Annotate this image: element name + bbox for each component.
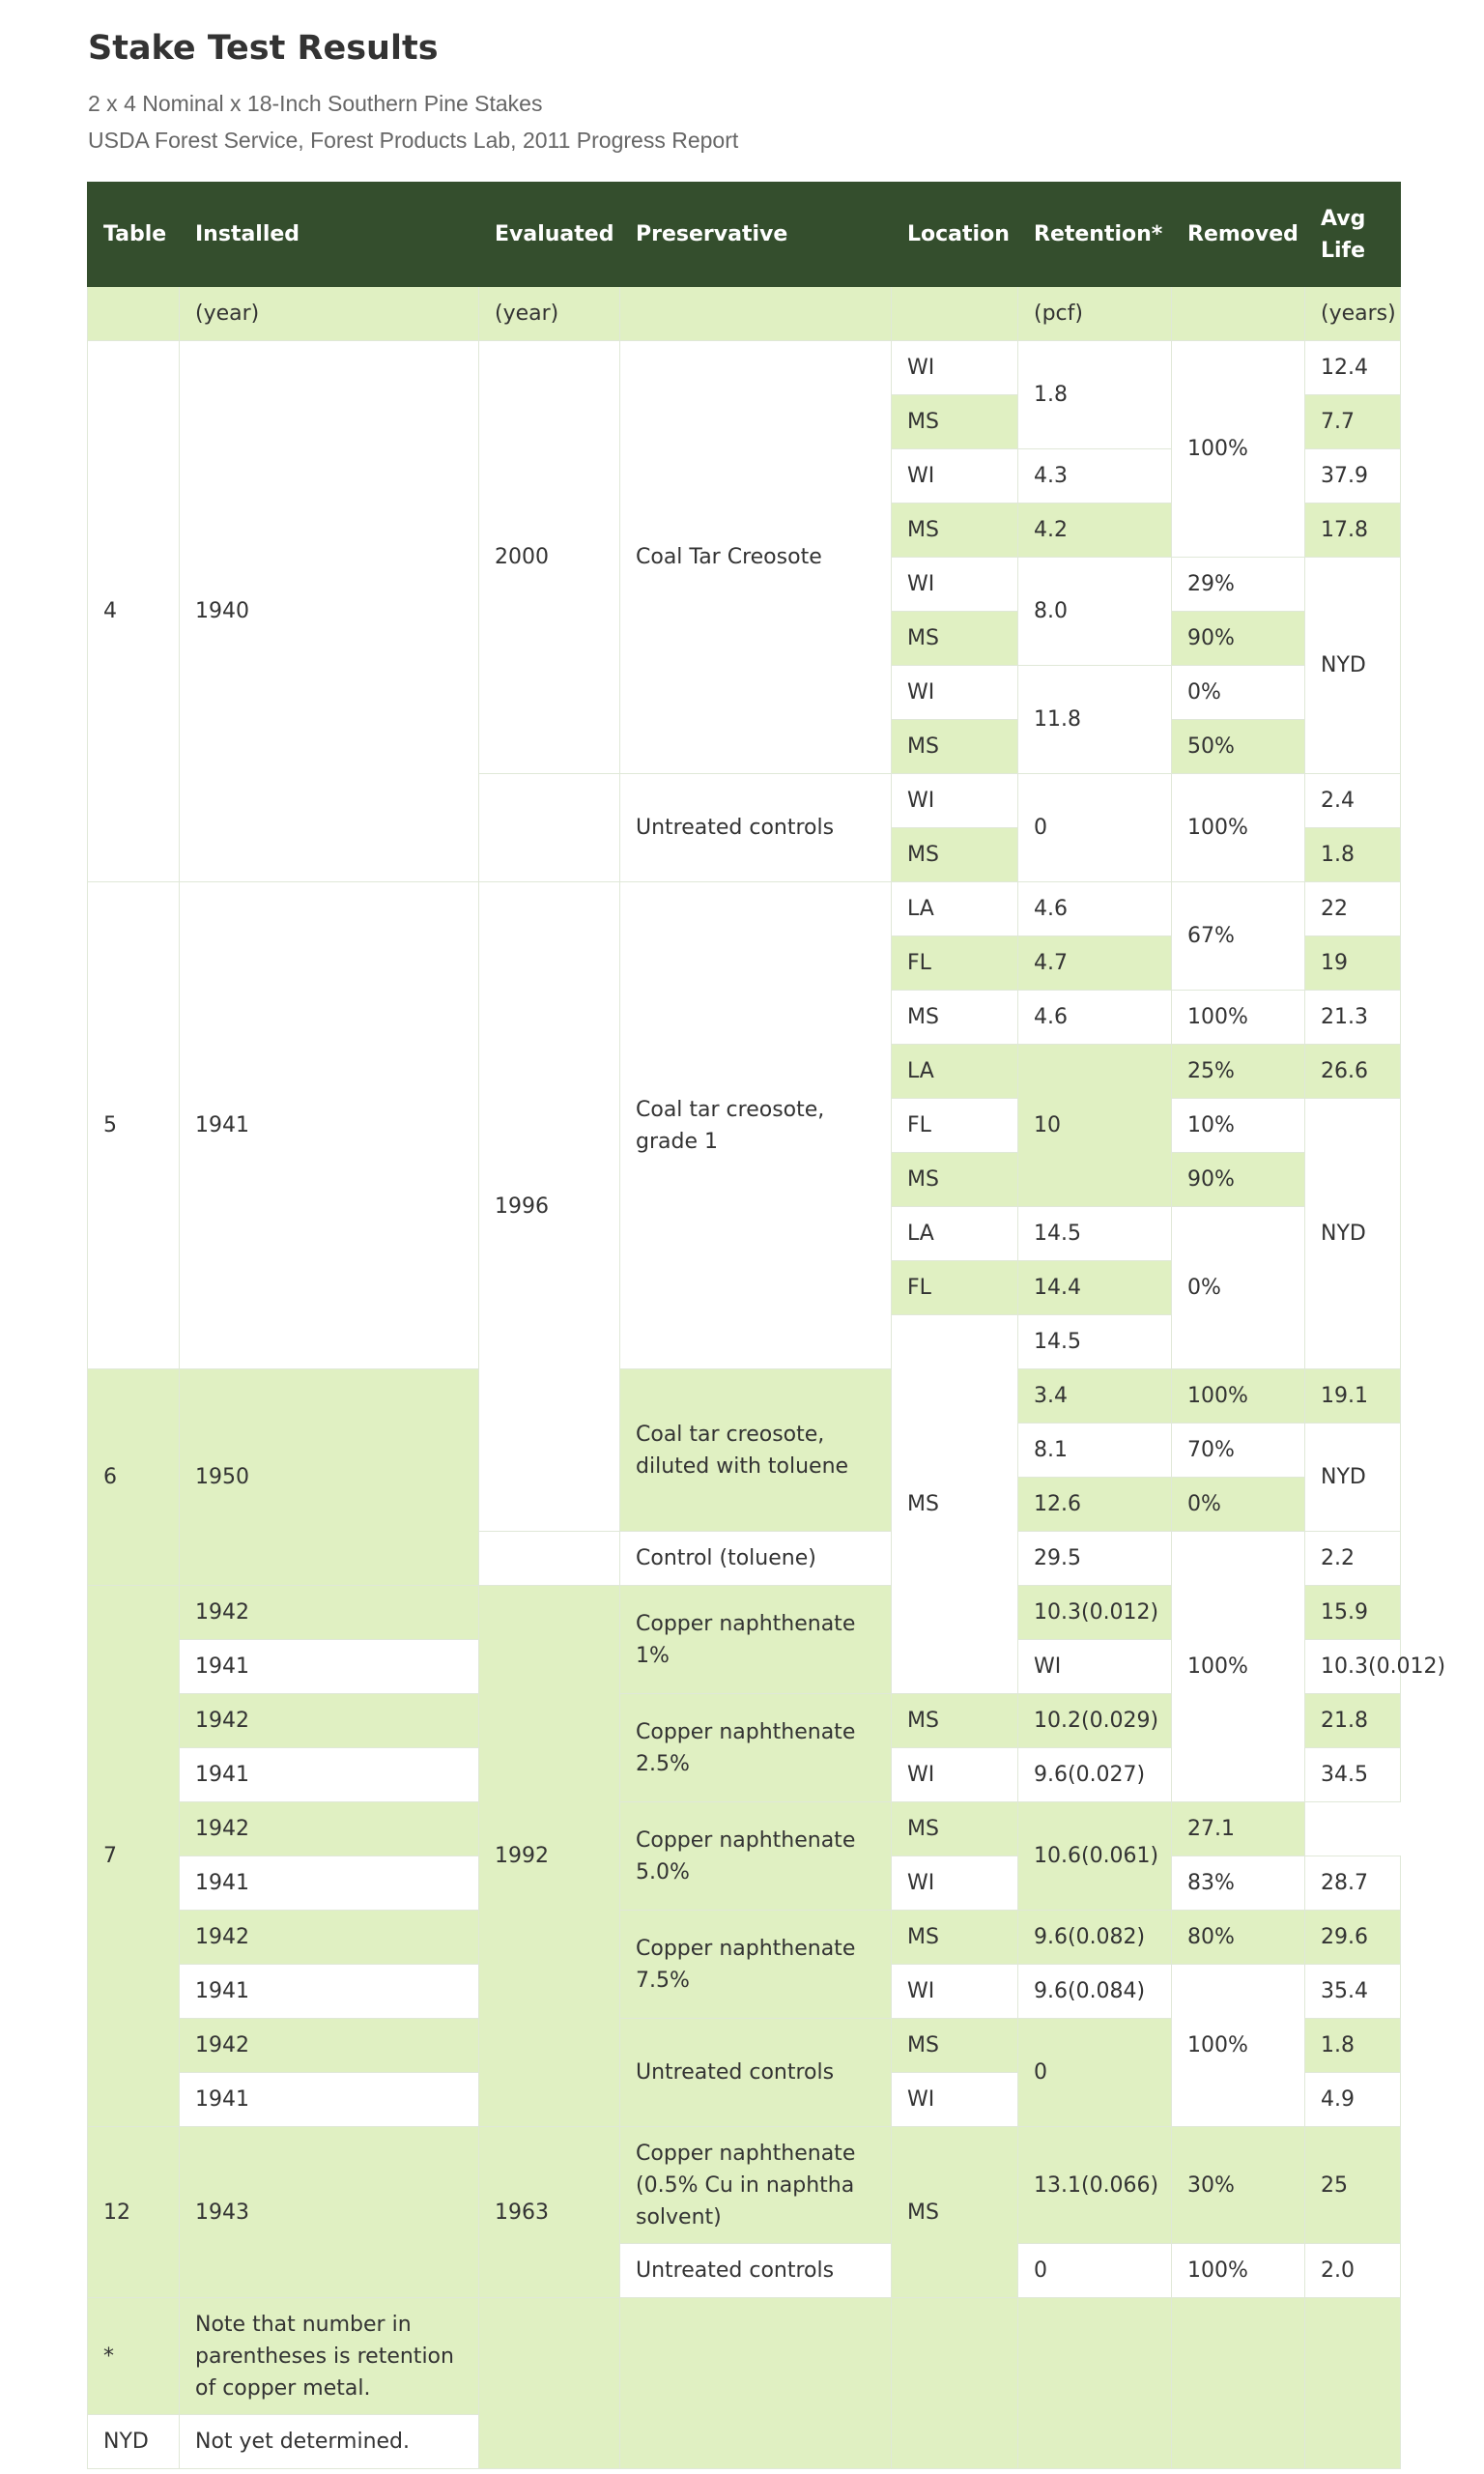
avg-life: 1.8 — [1305, 2019, 1401, 2073]
avg-life: 22 — [1305, 882, 1401, 936]
table-row — [88, 2127, 1401, 2244]
retention: 4.2 — [1018, 503, 1172, 558]
avg-life: NYD — [1305, 1424, 1401, 1532]
retention: 4.6 — [1018, 882, 1172, 936]
table-number: 12 — [88, 2127, 180, 2298]
retention: 9.6(0.027) — [1018, 1748, 1172, 1802]
table-number: 6 — [88, 1369, 180, 1586]
location: WI — [892, 2073, 1018, 2127]
location: MS — [892, 1694, 1018, 1748]
evaluated-year — [479, 1532, 620, 1586]
note-filler — [620, 2298, 892, 2469]
location: WI — [1018, 1640, 1172, 1694]
location: FL — [892, 1261, 1018, 1315]
evaluated-year: 1996 — [479, 882, 620, 1532]
note-filler — [892, 2298, 1018, 2469]
location: WI — [892, 666, 1018, 720]
retention: 3.4 — [1018, 1369, 1172, 1424]
location: MS — [892, 1911, 1018, 1965]
location: WI — [892, 1748, 1018, 1802]
removed: 100% — [1172, 1532, 1305, 1802]
avg-life: 2.4 — [1305, 774, 1401, 828]
location: MS — [892, 503, 1018, 558]
location: MS — [892, 612, 1018, 666]
location: WI — [892, 1965, 1018, 2019]
note-filler — [1305, 2298, 1401, 2469]
avg-life: NYD — [1305, 1099, 1401, 1369]
retention: 0 — [1018, 774, 1172, 882]
avg-life: 2.0 — [1305, 2244, 1401, 2298]
avg-life: 21.3 — [1305, 991, 1401, 1045]
removed: 100% — [1172, 1965, 1305, 2127]
retention: 14.5 — [1018, 1315, 1172, 1369]
retention: 0 — [1018, 2244, 1172, 2298]
installed-year: 1942 — [180, 2019, 479, 2073]
preservative: Untreated controls — [620, 2244, 892, 2298]
location: FL — [892, 1099, 1018, 1153]
table-number: 4 — [88, 341, 180, 882]
evaluated-year: 1963 — [479, 2127, 620, 2298]
retention: 14.4 — [1018, 1261, 1172, 1315]
location: FL — [892, 936, 1018, 991]
installed-year: 1941 — [180, 1965, 479, 2019]
removed: 0% — [1172, 1478, 1305, 1532]
location: LA — [892, 1045, 1018, 1099]
location: LA — [892, 1207, 1018, 1261]
note-filler — [479, 2298, 620, 2469]
unit-cell: (year) — [180, 287, 479, 341]
retention: 29.5 — [1018, 1532, 1172, 1586]
removed: 70% — [1172, 1424, 1305, 1478]
col-header-installed: Installed — [180, 183, 479, 287]
removed: 0% — [1172, 1207, 1305, 1369]
removed: 100% — [1172, 1369, 1305, 1424]
removed: 80% — [1172, 1911, 1305, 1965]
avg-life: 4.9 — [1305, 2073, 1401, 2127]
note-text: Note that number in parentheses is retention of copper metal. — [180, 2298, 479, 2415]
location: WI — [892, 774, 1018, 828]
unit-cell — [620, 287, 892, 341]
results-table — [87, 182, 1446, 2469]
retention: 4.6 — [1018, 991, 1172, 1045]
table-number: 7 — [88, 1586, 180, 2127]
note-key: * — [88, 2298, 180, 2415]
installed-year: 1950 — [180, 1369, 479, 1586]
unit-cell: (pcf) — [1018, 287, 1172, 341]
subtitle-source: USDA Forest Service, Forest Products Lab, 2011 Progress Report — [88, 128, 739, 153]
col-header-evaluated: Evaluated — [479, 183, 620, 287]
unit-cell: (year) — [479, 287, 620, 341]
installed-year: 1941 — [180, 882, 479, 1369]
note-key: NYD — [88, 2415, 180, 2469]
avg-life: 1.8 — [1305, 828, 1401, 882]
retention: 12.6 — [1018, 1478, 1172, 1532]
subtitle-specimen: 2 x 4 Nominal x 18-Inch Southern Pine Stakes — [88, 91, 543, 116]
retention: 13.1(0.066) — [1018, 2127, 1172, 2244]
note-row — [88, 2298, 1401, 2415]
removed: 30% — [1172, 2127, 1305, 2244]
retention: 4.3 — [1018, 449, 1172, 503]
avg-life: 15.9 — [1305, 1586, 1401, 1640]
evaluated-year: 1992 — [479, 1586, 620, 2127]
installed-year: 1941 — [180, 1640, 479, 1694]
installed-year: 1940 — [180, 341, 479, 882]
avg-life: 12.4 — [1305, 341, 1401, 395]
table-row — [88, 1802, 1401, 1856]
note-filler — [1172, 2298, 1305, 2469]
location: WI — [892, 558, 1018, 612]
page-title: Stake Test Results — [88, 29, 439, 68]
table-row — [88, 341, 1401, 395]
preservative: Coal tar creosote, diluted with toluene — [620, 1369, 892, 1532]
results-table-wrapper — [87, 182, 1446, 2469]
removed: 67% — [1172, 882, 1305, 991]
removed: 100% — [1172, 774, 1305, 882]
retention: 14.5 — [1018, 1207, 1172, 1261]
avg-life: 19 — [1305, 936, 1401, 991]
installed-year: 1941 — [180, 1856, 479, 1911]
location: MS — [892, 720, 1018, 774]
installed-year: 1942 — [180, 1911, 479, 1965]
retention: 8.1 — [1018, 1424, 1172, 1478]
avg-life: 34.5 — [1305, 1748, 1401, 1802]
avg-life: 19.1 — [1305, 1369, 1401, 1424]
table-row — [88, 1369, 1401, 1424]
removed: 100% — [1172, 991, 1305, 1045]
col-header-table: Table — [88, 183, 180, 287]
removed: 90% — [1172, 1153, 1305, 1207]
avg-life: 29.6 — [1305, 1911, 1401, 1965]
preservative: Untreated controls — [620, 2019, 892, 2127]
header-row — [88, 183, 1401, 287]
location: WI — [892, 341, 1018, 395]
preservative: Copper naphthenate 1% — [620, 1586, 892, 1694]
removed: 100% — [1172, 341, 1305, 558]
retention: 11.8 — [1018, 666, 1172, 774]
avg-life: 21.8 — [1305, 1694, 1401, 1748]
preservative: Copper naphthenate 5.0% — [620, 1802, 892, 1911]
avg-life: 26.6 — [1305, 1045, 1401, 1099]
retention: 10.2(0.029) — [1018, 1694, 1172, 1748]
retention: 1.8 — [1018, 341, 1172, 449]
col-header-removed: Removed — [1172, 183, 1305, 287]
removed: 10% — [1172, 1099, 1305, 1153]
retention: 10 — [1018, 1045, 1172, 1207]
removed: 100% — [1172, 2244, 1305, 2298]
installed-year: 1943 — [180, 2127, 479, 2298]
col-header-retention: Retention* — [1018, 183, 1172, 287]
evaluated-year — [479, 774, 620, 882]
location: MS — [892, 2019, 1018, 2073]
preservative: Copper naphthenate 7.5% — [620, 1911, 892, 2019]
units-row — [88, 287, 1401, 341]
note-filler — [1018, 2298, 1172, 2469]
avg-life: 7.7 — [1305, 395, 1401, 449]
installed-year: 1941 — [180, 1748, 479, 1802]
preservative: Coal Tar Creosote — [620, 341, 892, 774]
removed: 25% — [1172, 1045, 1305, 1099]
unit-cell — [892, 287, 1018, 341]
unit-cell: (years) — [1305, 287, 1401, 341]
table-row — [88, 1911, 1401, 1965]
removed: 83% — [1172, 1856, 1305, 1911]
location: MS — [892, 1153, 1018, 1207]
avg-life: 27.1 — [1172, 1802, 1305, 1856]
col-header-preservative: Preservative — [620, 183, 892, 287]
location: MS — [892, 395, 1018, 449]
unit-cell — [1172, 287, 1305, 341]
installed-year: 1942 — [180, 1586, 479, 1640]
retention: 0 — [1018, 2019, 1172, 2127]
retention: 10.3(0.012) — [1305, 1640, 1401, 1694]
table-number: 5 — [88, 882, 180, 1369]
removed: 29% — [1172, 558, 1305, 612]
removed: 0% — [1172, 666, 1305, 720]
location: MS — [892, 991, 1018, 1045]
installed-year: 1941 — [180, 2073, 479, 2127]
col-header-avg-life: Avg Life — [1305, 183, 1401, 287]
location: MS — [892, 1802, 1018, 1856]
preservative: Copper naphthenate (0.5% Cu in naphtha solvent) — [620, 2127, 892, 2244]
removed: 50% — [1172, 720, 1305, 774]
location: MS — [892, 828, 1018, 882]
table-row — [88, 882, 1401, 936]
location: MS — [892, 1315, 1018, 1694]
location: MS — [892, 2127, 1018, 2298]
preservative: Copper naphthenate 2.5% — [620, 1694, 892, 1802]
avg-life: 28.7 — [1305, 1856, 1401, 1911]
avg-life: 2.2 — [1305, 1532, 1401, 1586]
retention: 9.6(0.084) — [1018, 1965, 1172, 2019]
retention: 4.7 — [1018, 936, 1172, 991]
installed-year: 1942 — [180, 1694, 479, 1748]
retention: 10.6(0.061) — [1018, 1802, 1172, 1911]
unit-cell — [88, 287, 180, 341]
retention: 10.3(0.012) — [1018, 1586, 1172, 1640]
preservative: Untreated controls — [620, 774, 892, 882]
avg-life: 37.9 — [1305, 449, 1401, 503]
location: WI — [892, 1856, 1018, 1911]
location: WI — [892, 449, 1018, 503]
location: LA — [892, 882, 1018, 936]
retention: 9.6(0.082) — [1018, 1911, 1172, 1965]
retention: 8.0 — [1018, 558, 1172, 666]
evaluated-year: 2000 — [479, 341, 620, 774]
avg-life: 17.8 — [1305, 503, 1401, 558]
preservative: Coal tar creosote, grade 1 — [620, 882, 892, 1369]
preservative: Control (toluene) — [620, 1532, 892, 1586]
avg-life: 25 — [1305, 2127, 1401, 2244]
col-header-location: Location — [892, 183, 1018, 287]
removed: 90% — [1172, 612, 1305, 666]
avg-life: NYD — [1305, 558, 1401, 774]
note-text: Not yet determined. — [180, 2415, 479, 2469]
installed-year: 1942 — [180, 1802, 479, 1856]
avg-life: 35.4 — [1305, 1965, 1401, 2019]
